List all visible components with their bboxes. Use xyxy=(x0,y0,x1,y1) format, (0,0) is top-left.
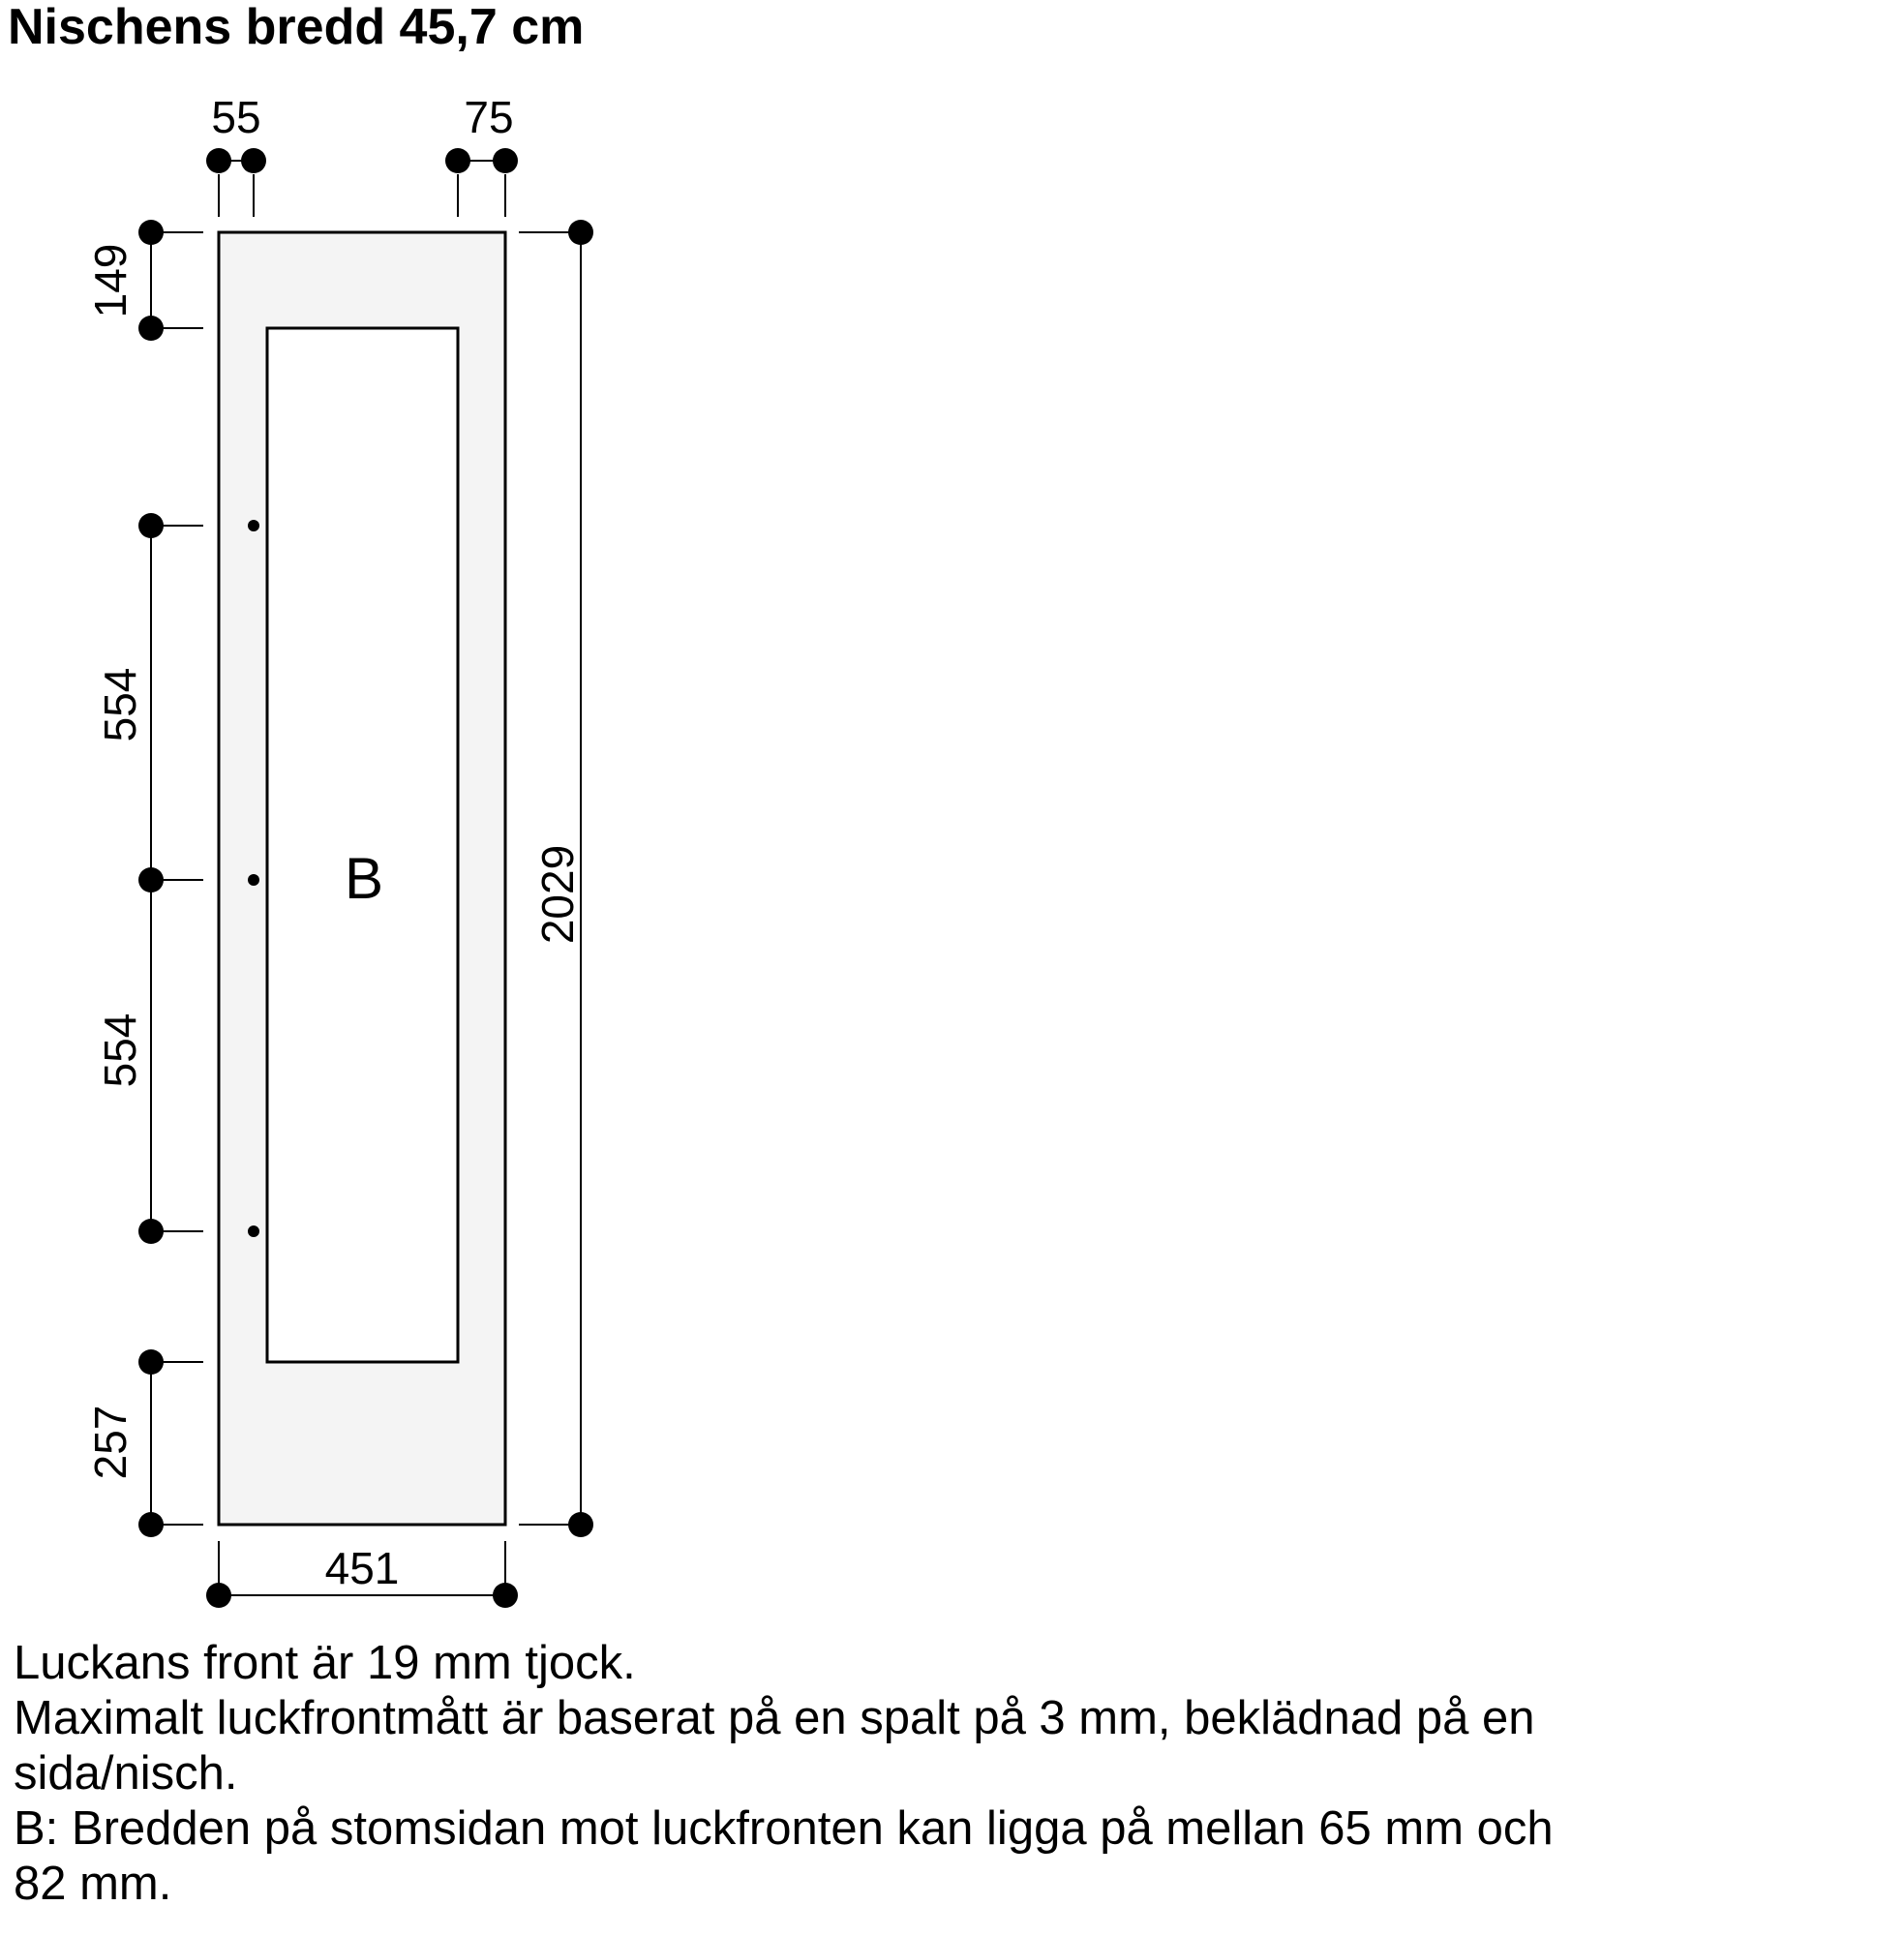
dimension-top-right-offset xyxy=(445,92,518,217)
dimension-top-left-offset xyxy=(206,92,266,217)
dimension-label-149: 149 xyxy=(85,243,136,318)
note-front-thickness: Luckans front är 19 mm tjock. xyxy=(14,1637,636,1689)
dimension-label-451: 451 xyxy=(324,1543,400,1593)
panel-label-b: B xyxy=(344,846,384,911)
dimension-label-75: 75 xyxy=(464,92,514,142)
note-b-width: B: Bredden på stomsidan mot luckfronten kan ligga på mellan 65 mm och 82 mm. xyxy=(14,1802,1554,1910)
dimension-label-257: 257 xyxy=(85,1405,136,1480)
dimension-label-554-upper: 554 xyxy=(95,667,145,742)
note-max-front-size: Maximalt luckfrontmått är baserat på en spalt på 3 mm, beklädnad på en sida/nisch. xyxy=(14,1692,1535,1800)
dimension-label-55: 55 xyxy=(211,92,261,142)
notes-section xyxy=(14,1636,1891,1912)
dimension-label-554-lower: 554 xyxy=(95,1013,145,1088)
mounting-hole-lower xyxy=(248,1225,259,1237)
inner-frame-b xyxy=(267,328,458,1362)
dimension-left-chain xyxy=(138,220,203,1537)
page-title: Nischens bredd 45,7 cm xyxy=(8,0,585,55)
dimension-label-2029: 2029 xyxy=(532,844,583,945)
mounting-hole-middle xyxy=(248,874,259,886)
mounting-hole-upper xyxy=(248,520,259,531)
